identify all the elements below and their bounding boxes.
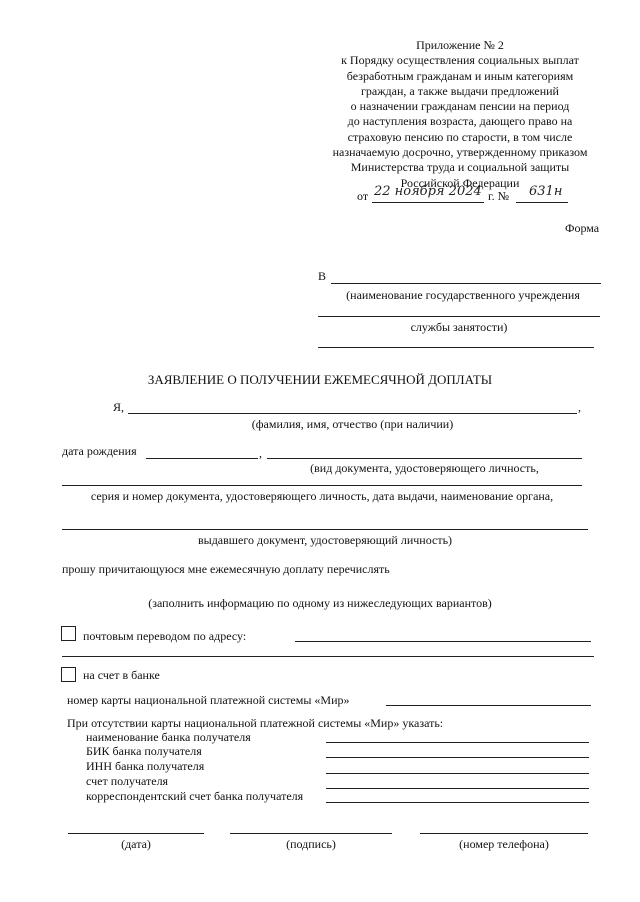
appendix-line: безработным гражданам и иным категориям [346,68,574,83]
appendix-line: Российской Федерации [400,175,520,190]
phone-line[interactable] [420,833,588,834]
birth-date-comma: , [259,446,262,460]
recipient-line-2[interactable] [318,316,600,317]
applicant-name-line[interactable] [128,413,577,414]
corr-account-label: корреспондентский счет банка получателя [86,789,304,803]
inn-line[interactable] [326,773,589,774]
postal-address-line-2[interactable] [62,656,594,657]
order-date-handwritten: 22 ноября 2024 [374,184,482,199]
appendix-line: до наступления возраста, дающего право на [347,114,573,129]
order-number-handwritten: 631н [529,184,563,199]
document-details-line-1[interactable] [62,485,582,486]
mir-card-label: номер карты национальной платежной системы «Мир» [67,693,350,707]
mir-card-number-line[interactable] [386,705,591,706]
appendix-line: к Порядку осуществления социальных выплат [341,53,579,68]
applicant-comma: , [578,400,581,414]
document-hint-2: серия и номер документа, удостоверяющего личность, дата выдачи, наименование органа, [90,489,554,503]
recipient-line-1[interactable] [331,283,601,284]
options-hint: (заполнить информацию по одному из нижеследующих вариантов) [148,596,492,610]
date-line[interactable] [68,833,204,834]
signature-line[interactable] [230,833,392,834]
account-label: счет получателя [86,774,169,788]
recipient-prefix: В [318,269,327,283]
appendix-header [310,38,610,191]
corr-account-line[interactable] [326,802,589,803]
recipient-hint-1: (наименование государственного учреждения [346,288,580,302]
recipient-line-3[interactable] [318,347,594,348]
appendix-line: назначаемую досрочно, утвержденному приказом [332,145,588,160]
document-hint-3: выдавшего документ, удостоверяющий личность) [197,533,453,547]
applicant-name-hint: (фамилия, имя, отчество (при наличии) [251,417,454,431]
applicant-prefix: Я, [113,400,125,414]
phone-hint: (номер телефона) [459,837,549,851]
appendix-line: граждан, а также выдачи предложений [361,83,559,98]
birth-date-line[interactable] [146,458,258,459]
order-date-line [372,202,484,203]
document-hint-1: (вид документа, удостоверяющего личность, [310,461,539,475]
order-number-line [516,202,568,203]
request-text: прошу причитающуюся мне ежемесячную доплату перечислять [62,562,390,576]
no-mir-label: При отсутствии карты национальной платежной системы «Мир» указать: [67,716,444,730]
postal-option-checkbox[interactable] [61,626,76,641]
document-details-line-2[interactable] [62,529,588,530]
appendix-line: страховую пенсию по старости, в том числе [347,129,573,144]
account-line[interactable] [326,788,589,789]
postal-option-label: почтовым переводом по адресу: [83,629,247,643]
birth-date-label: дата рождения [62,444,137,458]
inn-label: ИНН банка получателя [86,759,205,773]
appendix-line: о назначении гражданам пенсии на период [350,99,570,114]
postal-address-line-1[interactable] [295,641,591,642]
date-hint: (дата) [121,837,151,851]
bank-name-line[interactable] [326,742,589,743]
recipient-hint-2: службы занятости) [410,320,508,334]
bik-line[interactable] [326,757,589,758]
order-number-prefix: г. № [488,189,510,203]
bank-name-label: наименование банка получателя [86,730,251,744]
document-type-line[interactable] [267,458,582,459]
form-label: Форма [565,221,600,235]
bank-option-checkbox[interactable] [61,667,76,682]
bik-label: БИК банка получателя [86,744,202,758]
document-title: ЗАЯВЛЕНИЕ О ПОЛУЧЕНИИ ЕЖЕМЕСЯЧНОЙ ДОПЛАТЫ [147,372,493,387]
appendix-line: Министерства труда и социальной защиты [350,160,570,175]
signature-hint: (подпись) [286,837,336,851]
order-prefix: от [357,189,369,203]
bank-option-label: на счет в банке [83,668,160,682]
appendix-line: Приложение № 2 [416,38,504,52]
